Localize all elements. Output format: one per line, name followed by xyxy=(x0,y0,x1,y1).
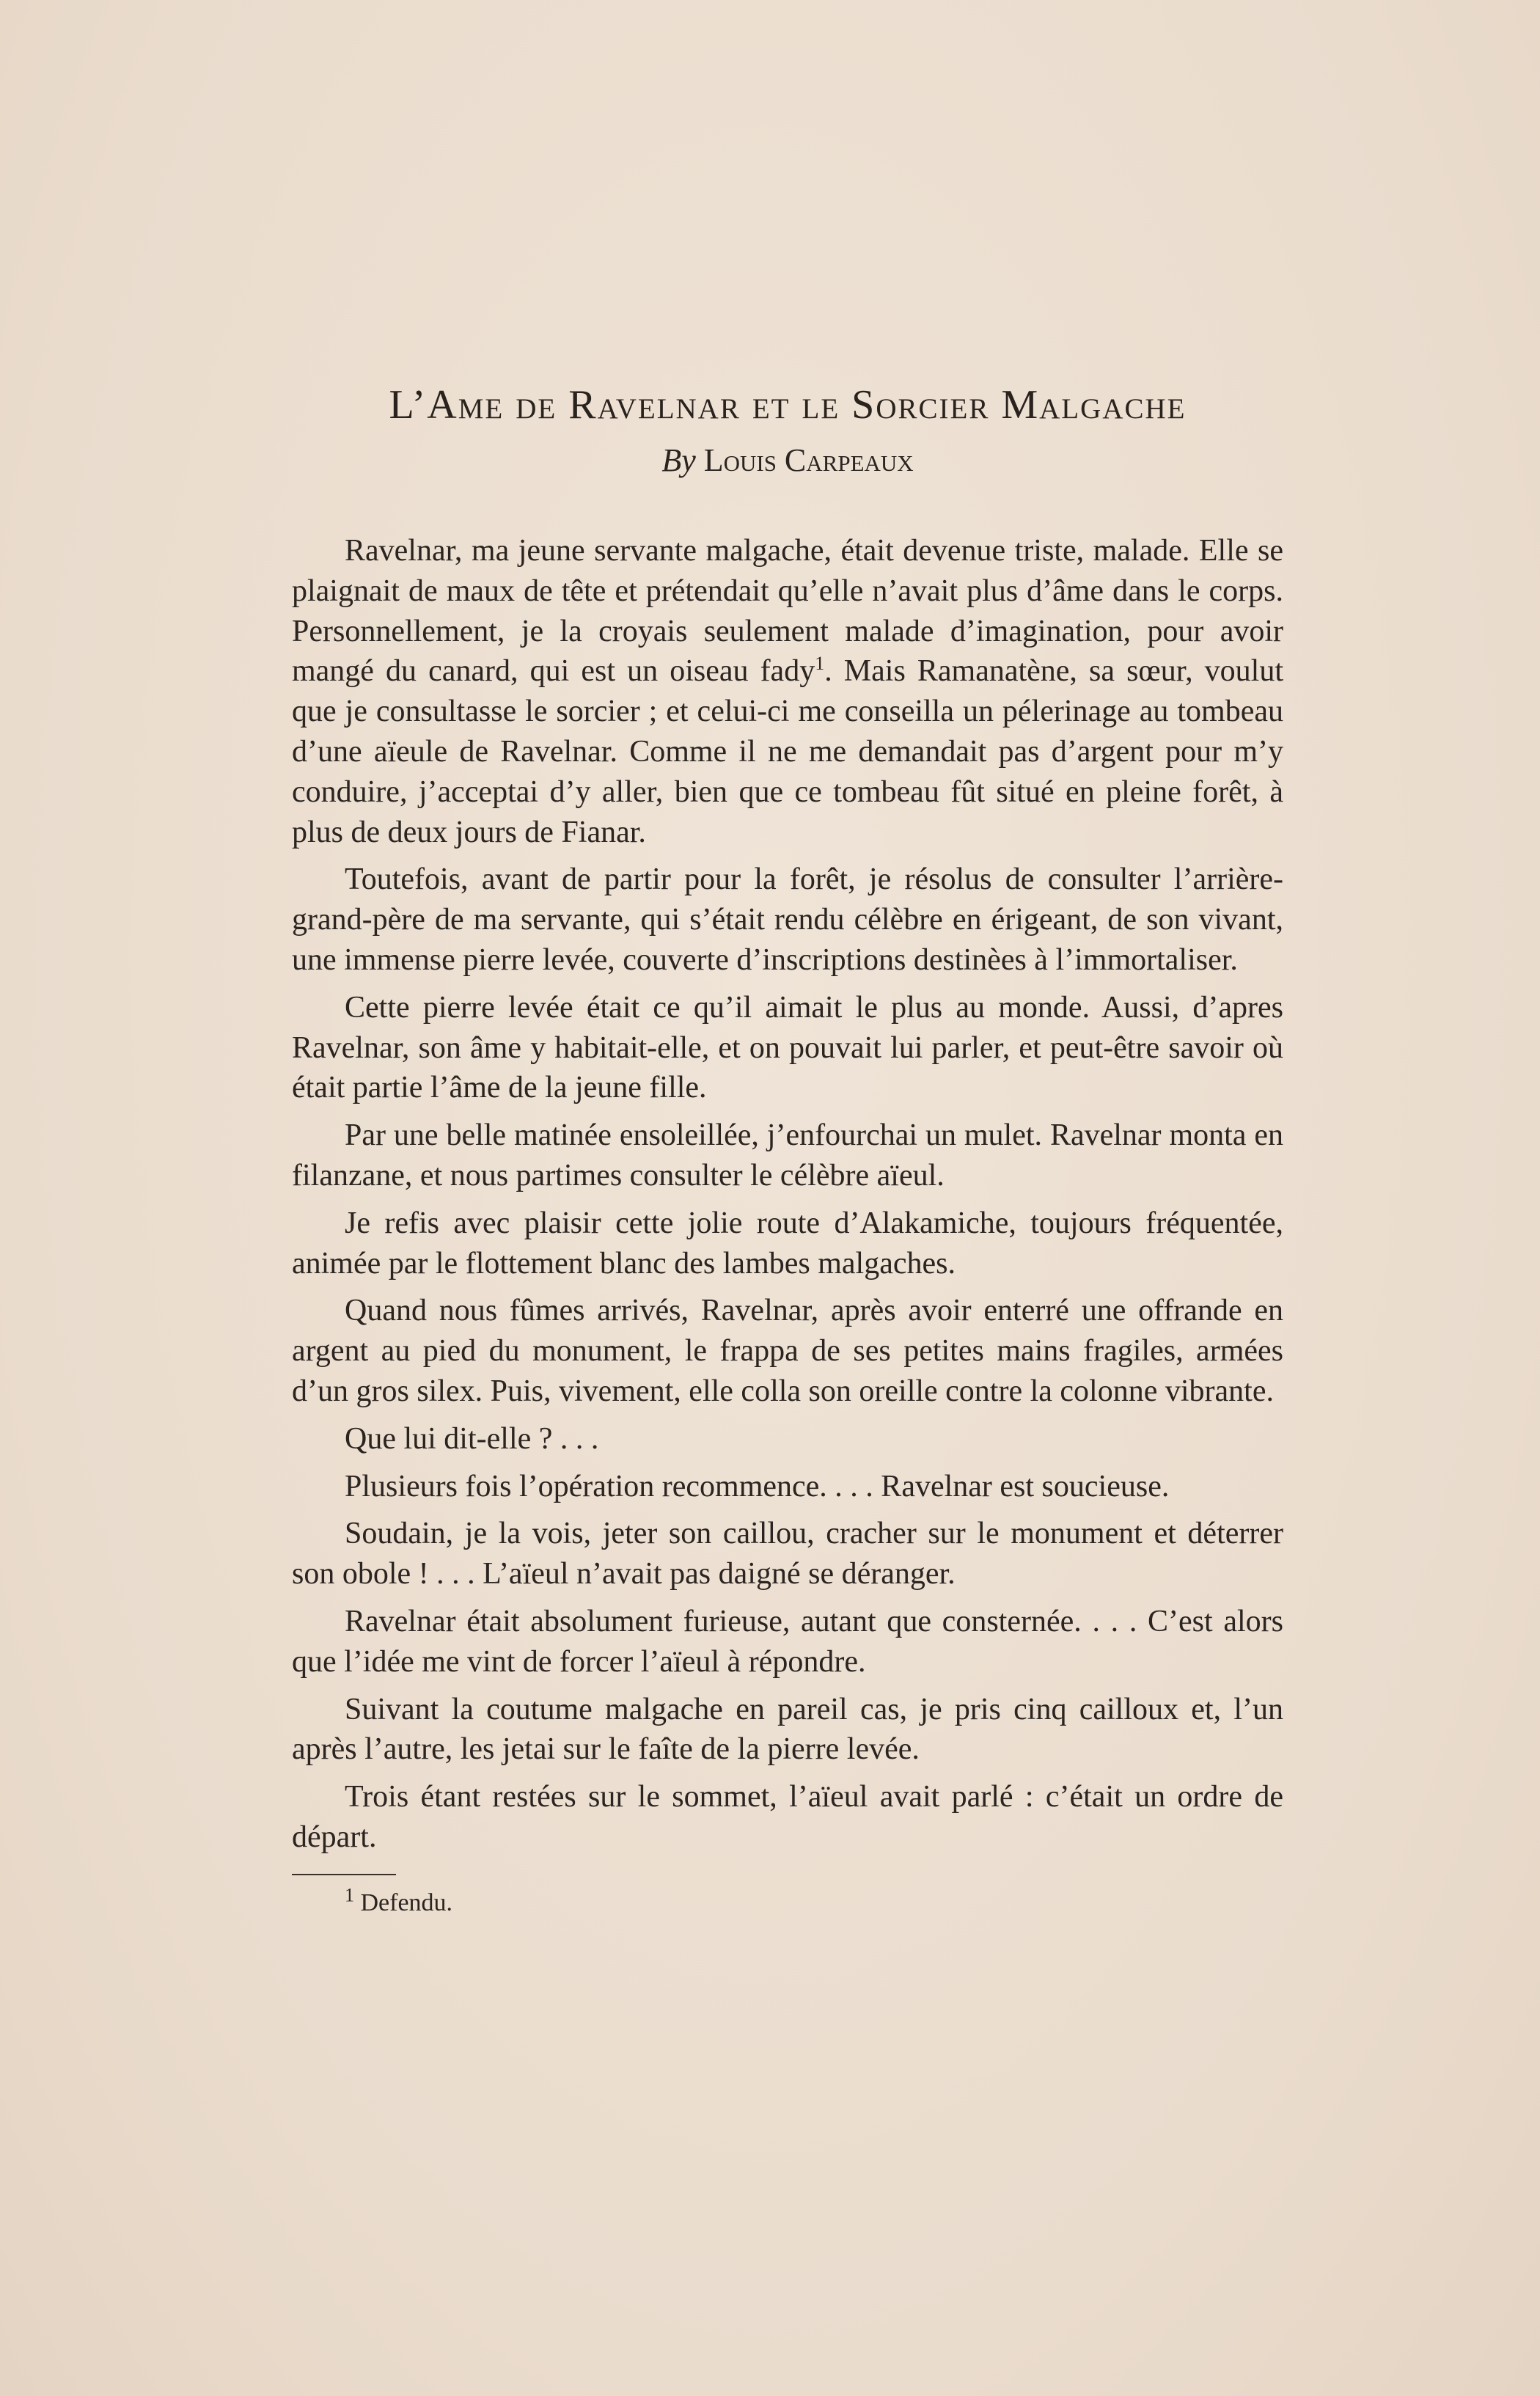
paragraph: Je refis avec plaisir cette jolie route d’Alakamiche, toujours fréquentée, animée par le flottement blanc des lambes malgaches. xyxy=(292,1206,1283,1281)
paragraph: Plusieurs fois l’opération recommence. . . . Ravelnar est soucieuse. xyxy=(345,1469,1170,1503)
title-word: de xyxy=(516,382,557,428)
page xyxy=(292,375,1283,1919)
paragraph-text: Ravelnar, ma jeune servante malgache, était devenue triste, malade. Elle se plaignait de maux de tête et prétendait qu’elle n’avait plus d’âme dans le corps. Personnellement, je la croyais seulement malade d’imagination, pour avoir mangé du canard, qui est un oiseau fady xyxy=(292,534,1283,689)
paragraph: Toutefois, avant de partir pour la forêt, je résolus de consulter l’arrière-grand-père de ma servante, qui s’était rendu célèbre en érigeant, de son vivant, une immense pierre levée, couverte d’inscriptions destinèes à l’immortaliser. xyxy=(292,862,1283,977)
paragraph: Suivant la coutume malgache en pareil cas, je pris cinq cailloux et, l’un après l’autre, les jetai sur le faîte de la pierre levée. xyxy=(292,1692,1283,1767)
article-body xyxy=(292,531,1283,1858)
footnote-divider xyxy=(292,1874,396,1875)
title-word: Ame xyxy=(427,382,505,428)
paragraph xyxy=(292,531,1283,852)
footnote-marker: 1 xyxy=(345,1884,354,1906)
title-word: le xyxy=(802,382,840,428)
article-title xyxy=(292,375,1283,434)
paragraph: Par une belle matinée ensoleillée, j’enfourchai un mulet. Ravelnar monta en filanzane, et nous partimes consulter le célèbre aïeul. xyxy=(292,1118,1283,1192)
title-word: et xyxy=(752,382,791,428)
paragraph: Ravelnar était absolument furieuse, autant que consternée. . . . C’est alors que l’idée me vint de forcer l’aïeul à répondre. xyxy=(292,1604,1283,1679)
byline-by: By xyxy=(661,442,696,478)
title-word: Sorcier xyxy=(851,382,990,428)
title-apostrophe: L’ xyxy=(389,382,428,428)
paragraph: Quand nous fûmes arrivés, Ravelnar, après avoir enterré une offrande en argent au pied du monument, le frappa de ses petites mains fragiles, armées d’un gros silex. Puis, vivement, elle colla son oreille contre la colonne vibrante. xyxy=(292,1294,1283,1408)
title-word: Ravelnar xyxy=(568,382,741,428)
footnote-reference: 1 xyxy=(815,653,825,675)
footnote-text: Defendu. xyxy=(360,1888,453,1916)
title-word: Malgache xyxy=(1001,382,1187,428)
paragraph: Soudain, je la vois, jeter son caillou, cracher sur le monument et déterrer son obole ! . . . L’aïeul n’avait pas daigné se déranger. xyxy=(292,1517,1283,1591)
byline-author: Louis Carpeaux xyxy=(703,442,914,478)
paragraph: Que lui dit-elle ? . . . xyxy=(345,1421,599,1456)
paragraph: Trois étant restées sur le sommet, l’aïeul avait parlé : c’était un ordre de départ. xyxy=(292,1780,1283,1854)
paragraph-text: . Mais Ramanatène, sa sœur, voulut que je consultasse le sorcier ; et celui-ci me conseilla un pélerinage au tombeau d’une aïeule de Ravelnar. Comme il ne me demandait pas d’argent pour m’y conduire, j’acceptai d’y aller, bien que ce tombeau fût situé en pleine forêt, à plus de deux jours de Fianar. xyxy=(292,654,1283,849)
footnote xyxy=(292,1884,1283,1919)
paragraph: Cette pierre levée était ce qu’il aimait le plus au monde. Aussi, d’apres Ravelnar, son âme y habitait-elle, et on pouvait lui parler, et peut-être savoir où était partie l’âme de la jeune fille. xyxy=(292,990,1283,1105)
byline xyxy=(292,439,1283,483)
